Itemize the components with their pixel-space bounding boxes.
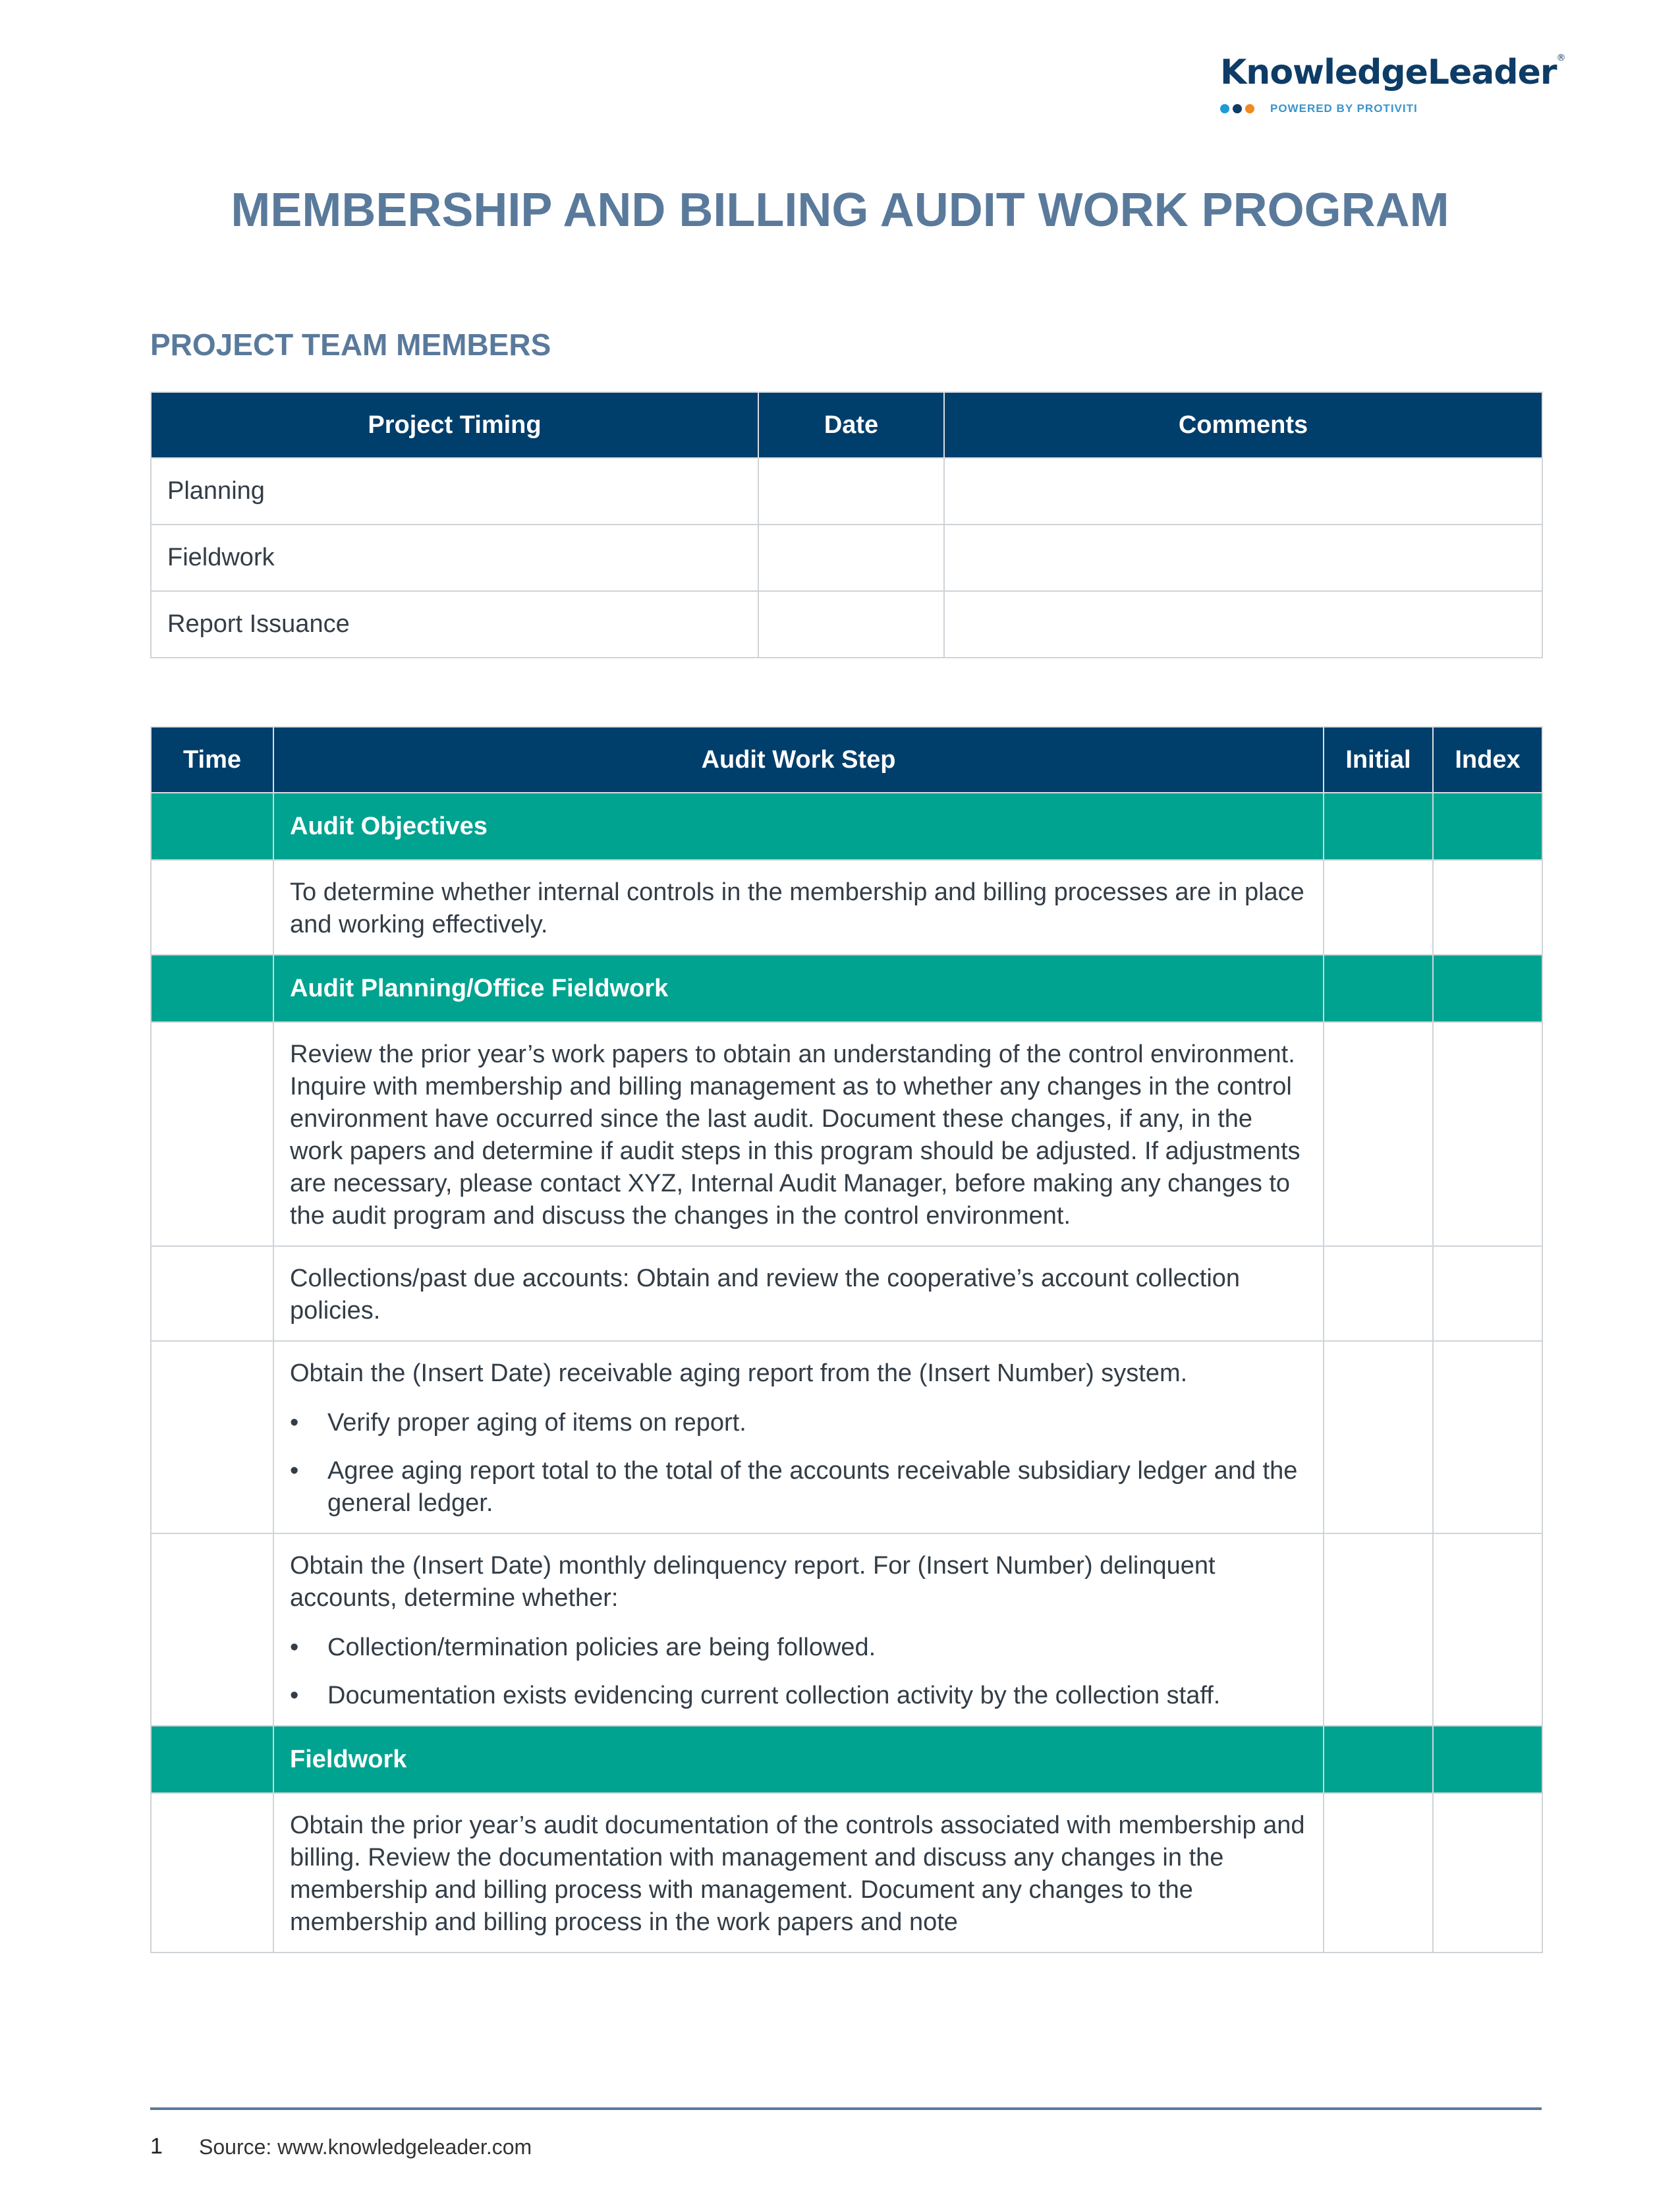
work-step-cell — [273, 1341, 1324, 1533]
section-band-label: Fieldwork — [273, 1726, 1324, 1793]
section-band-row — [151, 793, 1542, 860]
initial-cell[interactable] — [1324, 1246, 1433, 1341]
section-band-row — [151, 1726, 1542, 1793]
time-cell[interactable] — [151, 1341, 273, 1533]
initial-cell — [1324, 955, 1433, 1022]
page-number: 1 — [150, 2134, 163, 2159]
bullet-text: Documentation exists evidencing current collection activity by the collection staff. — [327, 1682, 1221, 1709]
work-step-cell — [273, 1246, 1324, 1341]
timing-date-cell[interactable] — [758, 591, 944, 658]
bullet-icon: • — [290, 1457, 299, 1485]
logo-tagline-row — [1220, 98, 1536, 124]
project-timing-table — [150, 391, 1543, 658]
work-step-text: Obtain the prior year’s audit documentation of the controls associated with membership and billing. Review the documentation with management and discuss any changes in the membership and billing process with management. Document any changes to the membership and billing process in the work papers and note — [290, 1812, 1305, 1936]
list-item — [290, 1632, 1307, 1664]
time-cell — [151, 955, 273, 1022]
initial-cell[interactable] — [1324, 860, 1433, 955]
column-header-index: Index — [1433, 727, 1542, 793]
knowledgeleader-logo — [1220, 53, 1565, 124]
index-cell — [1433, 793, 1542, 860]
index-cell[interactable] — [1433, 860, 1542, 955]
table-header-row — [151, 727, 1542, 793]
time-cell[interactable] — [151, 860, 273, 955]
index-cell[interactable] — [1433, 1246, 1542, 1341]
initial-cell — [1324, 1726, 1433, 1793]
timing-comments-cell[interactable] — [944, 591, 1542, 658]
list-item — [290, 1680, 1307, 1712]
work-step-cell — [273, 1793, 1324, 1953]
audit-work-step-table — [150, 726, 1543, 1953]
timing-phase-cell: Planning — [151, 458, 758, 525]
index-cell[interactable] — [1433, 1533, 1542, 1726]
bullet-text: Collection/termination policies are being followed. — [327, 1634, 876, 1661]
column-header-time: Time — [151, 727, 273, 793]
work-step-cell — [273, 1533, 1324, 1726]
list-item — [290, 1407, 1307, 1439]
logo-dot-icon — [1245, 104, 1254, 113]
index-cell[interactable] — [1433, 1022, 1542, 1246]
column-header-audit-work-step: Audit Work Step — [273, 727, 1324, 793]
bullet-text: Verify proper aging of items on report. — [327, 1409, 746, 1437]
timing-phase-cell: Fieldwork — [151, 525, 758, 591]
column-header-comments: Comments — [944, 392, 1542, 458]
work-step-row — [151, 1533, 1542, 1726]
work-step-text: Review the prior year’s work papers to obtain an understanding of the control environment. Inquire with membership and billing management as to whether any changes in the control environment have occurred since the last audit. Document these changes, if any, in the work papers and determine if audit steps in this program should be adjusted. If adjustments are necessary, please contact XYZ, Internal Audit Manager, before making any changes to the audit program and discuss the changes in the control environment. — [290, 1041, 1301, 1230]
bullet-icon: • — [290, 1409, 299, 1437]
section-band-label: Audit Planning/Office Fieldwork — [273, 955, 1324, 1022]
work-step-bullets — [290, 1407, 1307, 1520]
bullet-icon: • — [290, 1682, 299, 1709]
timing-phase-cell: Report Issuance — [151, 591, 758, 658]
column-header-date: Date — [758, 392, 944, 458]
time-cell[interactable] — [151, 1246, 273, 1341]
logo-wordmark: KnowledgeLeader® — [1220, 53, 1565, 92]
time-cell[interactable] — [151, 1533, 273, 1726]
timing-date-cell[interactable] — [758, 458, 944, 525]
initial-cell[interactable] — [1324, 1341, 1433, 1533]
section-title: PROJECT TEAM MEMBERS — [150, 328, 551, 362]
work-step-row — [151, 1793, 1542, 1953]
logo-dot-icon — [1233, 104, 1242, 113]
work-step-text: Obtain the (Insert Date) monthly delinquency report. For (Insert Number) delinquent accounts, determine whether: — [290, 1552, 1216, 1612]
footer-source: Source: www.knowledgeleader.com — [199, 2135, 532, 2159]
index-cell[interactable] — [1433, 1341, 1542, 1533]
work-step-cell — [273, 860, 1324, 955]
section-band-label: Audit Objectives — [273, 793, 1324, 860]
timing-comments-cell[interactable] — [944, 525, 1542, 591]
time-cell[interactable] — [151, 1793, 273, 1953]
footer-divider — [150, 2107, 1542, 2110]
timing-date-cell[interactable] — [758, 525, 944, 591]
logo-dot-icon — [1220, 104, 1229, 113]
index-cell — [1433, 1726, 1542, 1793]
logo-tagline: POWERED BY PROTIVITI — [1270, 102, 1418, 115]
bullet-text: Agree aging report total to the total of the accounts receivable subsidiary ledger and the general ledger. — [327, 1457, 1298, 1517]
table-header-row — [151, 392, 1542, 458]
table-row — [151, 458, 1542, 525]
work-step-text: Obtain the (Insert Date) receivable aging report from the (Insert Number) system. — [290, 1359, 1188, 1387]
column-header-initial: Initial — [1324, 727, 1433, 793]
time-cell[interactable] — [151, 1022, 273, 1246]
initial-cell[interactable] — [1324, 1793, 1433, 1953]
initial-cell — [1324, 793, 1433, 860]
time-cell — [151, 793, 273, 860]
work-step-row — [151, 1246, 1542, 1341]
section-band-row — [151, 955, 1542, 1022]
work-step-text: To determine whether internal controls in the membership and billing processes are in place and working effectively. — [290, 878, 1304, 938]
initial-cell[interactable] — [1324, 1022, 1433, 1246]
work-step-row — [151, 1341, 1542, 1533]
work-step-row — [151, 860, 1542, 955]
table-row — [151, 591, 1542, 658]
index-cell[interactable] — [1433, 1793, 1542, 1953]
index-cell — [1433, 955, 1542, 1022]
time-cell — [151, 1726, 273, 1793]
timing-comments-cell[interactable] — [944, 458, 1542, 525]
work-step-text: Collections/past due accounts: Obtain and review the cooperative’s account collection policies. — [290, 1265, 1241, 1325]
bullet-icon: • — [290, 1634, 299, 1661]
work-step-cell — [273, 1022, 1324, 1246]
page-title: MEMBERSHIP AND BILLING AUDIT WORK PROGRAM — [231, 184, 1449, 237]
initial-cell[interactable] — [1324, 1533, 1433, 1726]
table-row — [151, 525, 1542, 591]
list-item — [290, 1455, 1307, 1520]
column-header-project-timing: Project Timing — [151, 392, 758, 458]
work-step-row — [151, 1022, 1542, 1246]
work-step-bullets — [290, 1632, 1307, 1712]
